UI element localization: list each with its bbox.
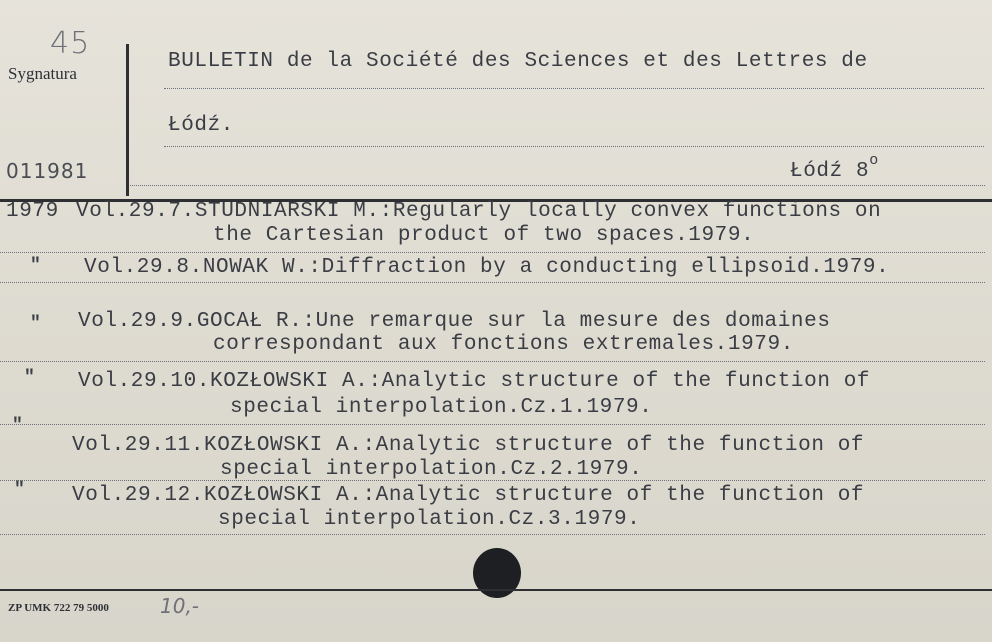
- title-line-2: Łódź.: [168, 114, 235, 137]
- ditto-mark: ": [30, 256, 41, 276]
- rule-line: [0, 534, 985, 535]
- entry-line: Vol.29.12.KOZŁOWSKI A.:Analytic structure of the function of: [72, 484, 865, 507]
- rule-line: [0, 424, 985, 425]
- place-format: Łódź 8$^o$: [790, 152, 879, 183]
- ditto-mark: ": [30, 314, 41, 334]
- rule-line: [0, 480, 985, 481]
- signature-label: Sygnatura: [8, 64, 77, 83]
- rule-line: [130, 185, 985, 186]
- entry-line: Vol.29.8.NOWAK W.:Diffraction by a conducting ellipsoid.1979.: [84, 256, 890, 279]
- rule-line: [0, 361, 985, 362]
- rule-line: [0, 282, 985, 283]
- accession-number: 011981: [6, 159, 89, 183]
- entry-line: Vol.29.11.KOZŁOWSKI A.:Analytic structure of the function of: [72, 434, 865, 457]
- entry-line: correspondant aux fonctions extremales.1979.: [213, 333, 794, 356]
- title-line-1: BULLETIN de la Société des Sciences et des Lettres de: [168, 50, 868, 73]
- rule-line: [0, 252, 985, 253]
- entry-year: 1979: [6, 200, 59, 223]
- entry-line: Vol.29.10.KOZŁOWSKI A.:Analytic structure of the function of: [78, 370, 871, 393]
- footer-separator: [0, 589, 992, 591]
- call-number: 45: [50, 26, 91, 61]
- header-vertical-rule: [126, 44, 129, 196]
- rule-line: [164, 88, 984, 89]
- format-superscript: o: [869, 152, 879, 169]
- entry-line: special interpolation.Cz.1.1979.: [230, 396, 653, 419]
- entry-line: the Cartesian product of two spaces.1979.: [213, 224, 755, 247]
- entry-line: Vol.29.9.GOCAŁ R.:Une remarque sur la mesure des domaines: [78, 310, 831, 333]
- entry-line: Vol.29.7.STUDNIARSKI M.:Regularly locally convex functions on: [76, 200, 882, 223]
- price-note: 10,-: [160, 594, 200, 618]
- rule-line: [164, 146, 984, 147]
- print-code: ZP UMK 722 79 5000: [8, 602, 109, 614]
- entry-line: special interpolation.Cz.3.1979.: [218, 508, 641, 531]
- ditto-mark: ": [12, 416, 23, 436]
- ditto-mark: ": [24, 368, 35, 388]
- ditto-mark: ": [14, 480, 25, 500]
- entry-line: special interpolation.Cz.2.1979.: [220, 458, 643, 481]
